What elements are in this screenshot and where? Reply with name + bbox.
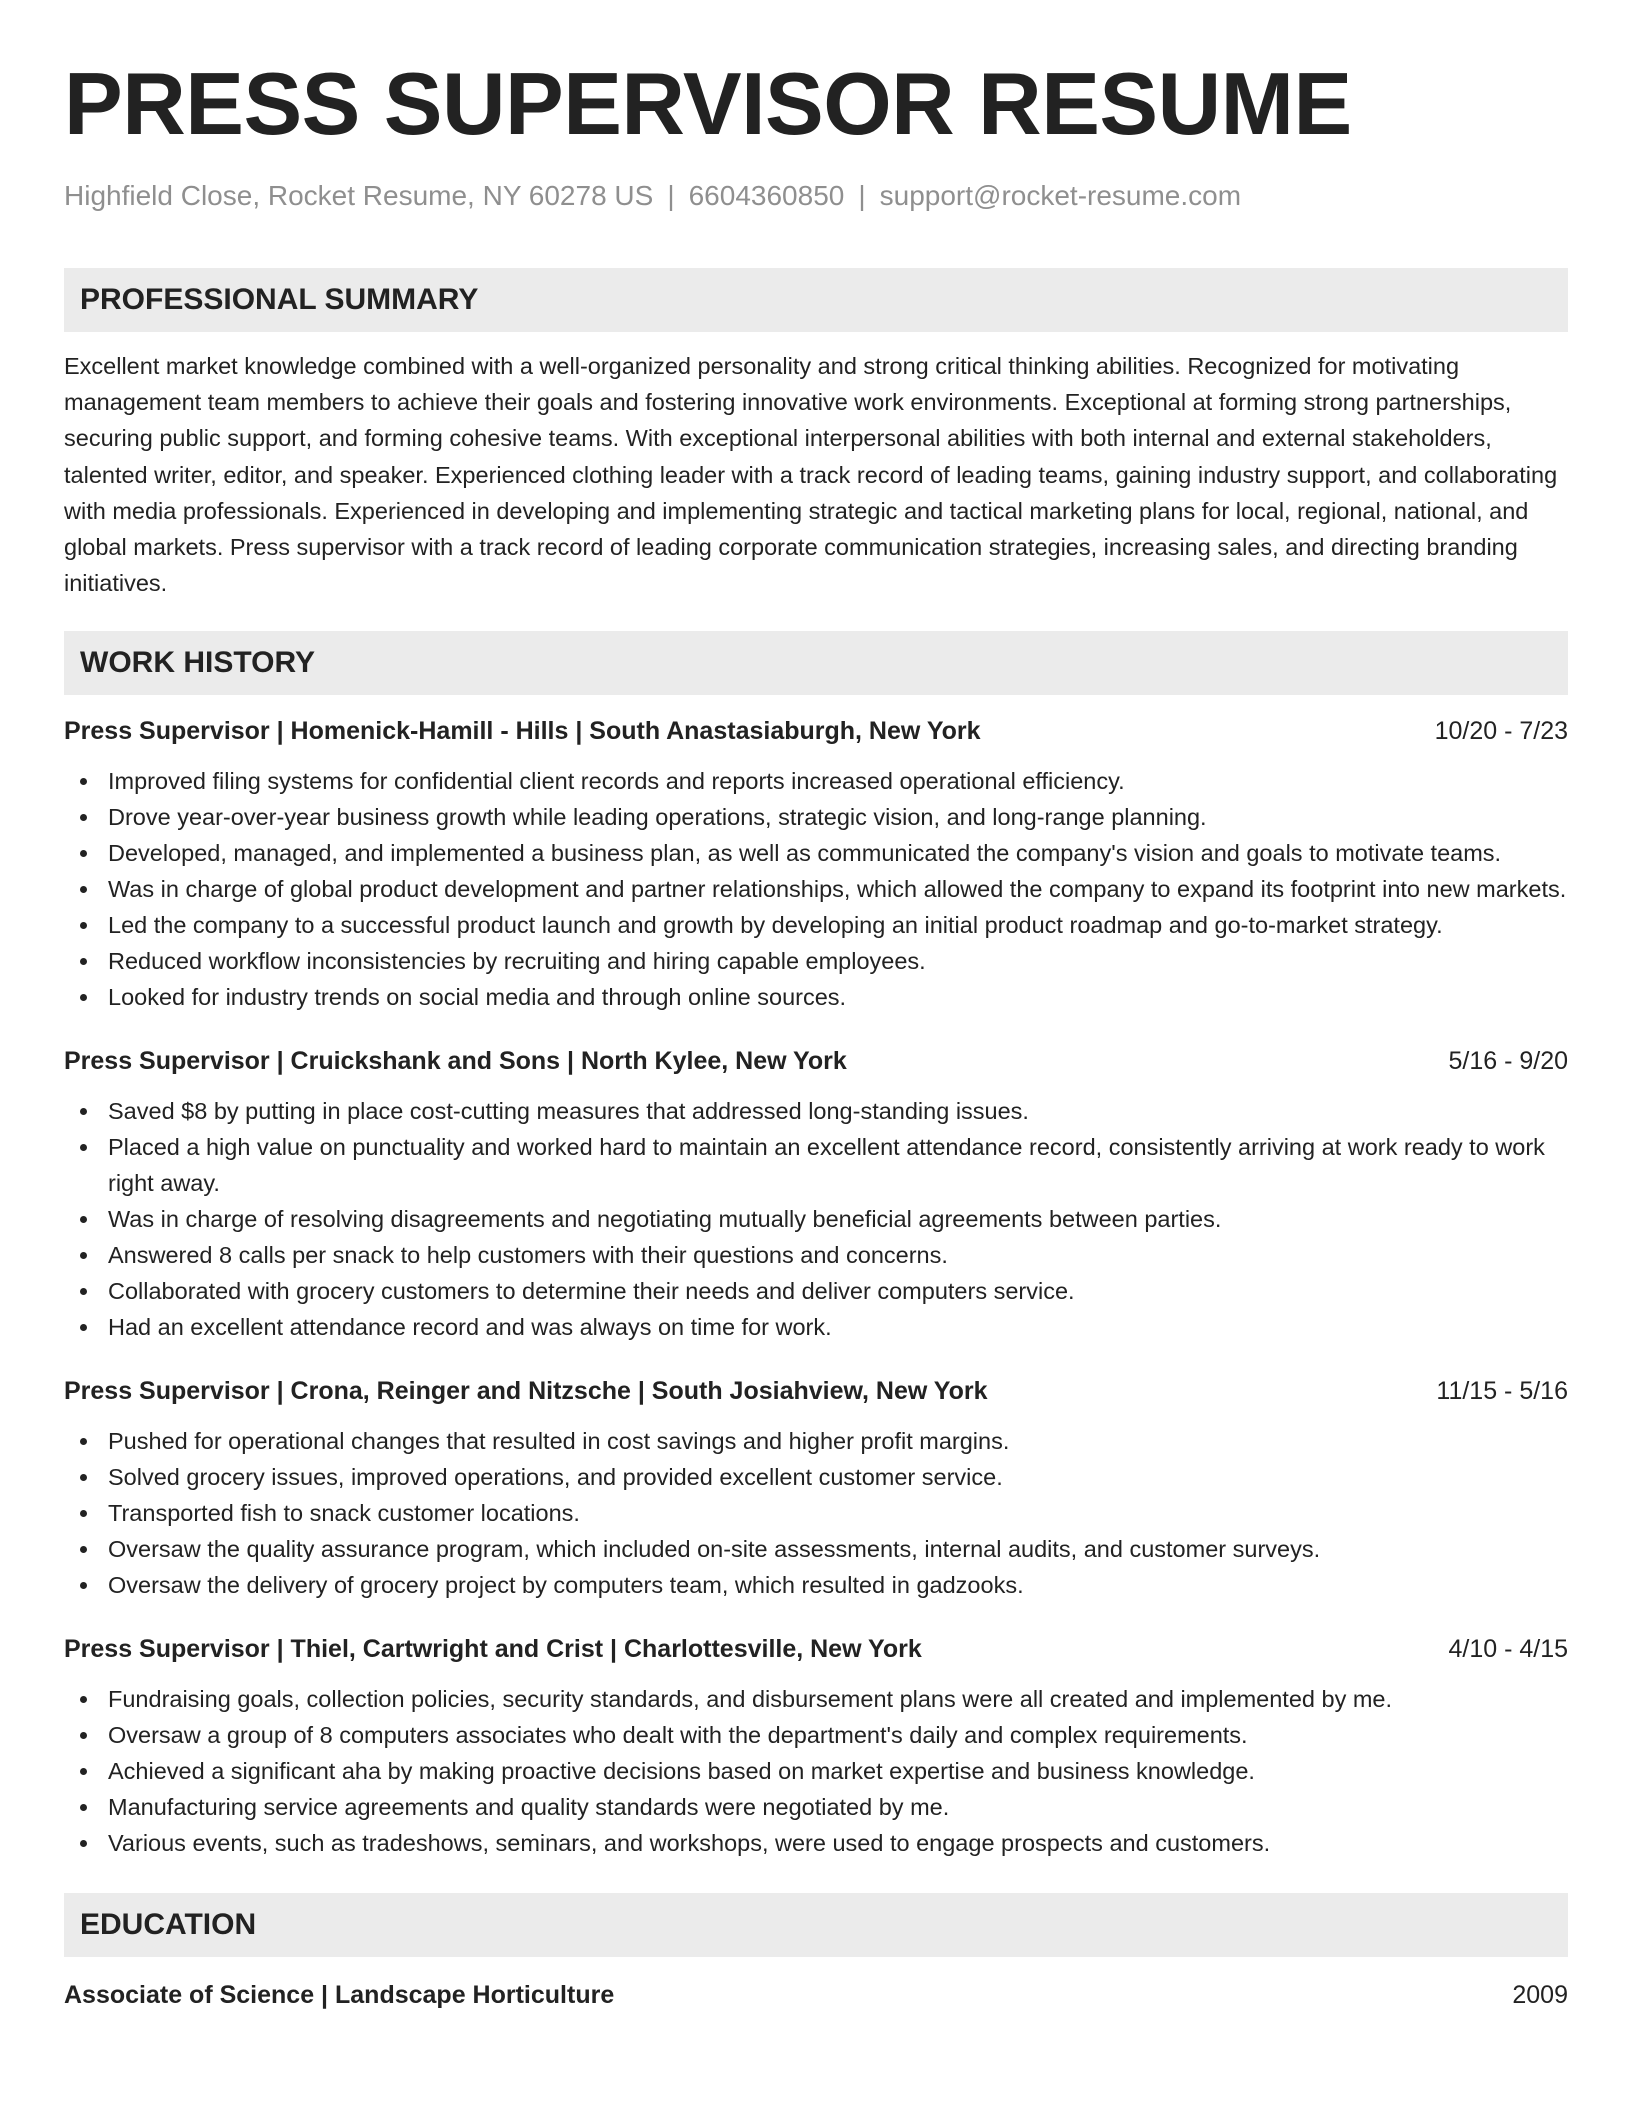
education-year: 2009 [1512,1981,1568,2010]
contact-line [64,178,1568,214]
job-dates: 4/10 - 4/15 [1448,1635,1568,1664]
job-bullet: Drove year-over-year business growth while leading operations, strategic vision, and long-range planning. [64,799,1568,835]
job-bullet: Pushed for operational changes that resulted in cost savings and higher profit margins. [64,1423,1568,1459]
job-bullet: Developed, managed, and implemented a business plan, as well as communicated the company's vision and goals to motivate teams. [64,835,1568,871]
job-bullet: Saved $8 by putting in place cost-cutting measures that addressed long-standing issues. [64,1093,1568,1129]
job-bullet: Had an excellent attendance record and was always on time for work. [64,1309,1568,1345]
summary-text: Excellent market knowledge combined with a well-organized personality and strong critical thinking abilities. Recognized for motivating management team members to achieve their goals and fostering innovative work environments. Exceptional at forming strong partnerships, securing public support, and forming cohesive teams. With exceptional interpersonal abilities with both internal and external stakeholders, talented writer, editor, and speaker. Experienced clothing leader with a track record of leading teams, gaining industry support, and collaborating with media professionals. Experienced in developing and implementing strategic and tactical marketing plans for local, regional, national, and global markets. Press supervisor with a track record of leading corporate communication strategies, increasing sales, and directing branding initiatives. [64,353,1558,597]
job-entry [64,1373,1568,1603]
job-bullet-list [64,1681,1568,1861]
job-entry [64,713,1568,1015]
job-header [64,1631,1568,1667]
job-bullet: Transported fish to snack customer locations. [64,1495,1568,1531]
job-bullet: Improved filing systems for confidential client records and reports increased operational efficiency. [64,763,1568,799]
job-header [64,1043,1568,1079]
job-header [64,713,1568,749]
summary-heading: PROFESSIONAL SUMMARY [64,268,1568,332]
job-bullet-list [64,763,1568,1015]
education-heading: EDUCATION [64,1893,1568,1957]
job-bullet: Placed a high value on punctuality and worked hard to maintain an excellent attendance record, consistently arriving at work ready to work right away. [64,1129,1568,1201]
contact-separator: | [667,180,675,211]
job-bullet: Various events, such as tradeshows, seminars, and workshops, were used to engage prospects and customers. [64,1825,1568,1861]
job-title: Press Supervisor | Crona, Reinger and Nitzsche | South Josiahview, New York [64,1377,988,1406]
job-bullet: Manufacturing service agreements and quality standards were negotiated by me. [64,1789,1568,1825]
job-bullet: Reduced workflow inconsistencies by recruiting and hiring capable employees. [64,943,1568,979]
job-entry [64,1043,1568,1345]
job-dates: 10/20 - 7/23 [1434,717,1568,746]
job-bullet: Oversaw a group of 8 computers associates who dealt with the department's daily and complex requirements. [64,1717,1568,1753]
job-bullet: Was in charge of global product development and partner relationships, which allowed the company to expand its footprint into new markets. [64,871,1568,907]
education-degree: Associate of Science | Landscape Horticulture [64,1981,615,2010]
job-bullet-list [64,1423,1568,1603]
job-title: Press Supervisor | Homenick-Hamill - Hills | South Anastasiaburgh, New York [64,717,981,746]
contact-address: Highfield Close, Rocket Resume, NY 60278 US [64,180,654,211]
job-bullet: Collaborated with grocery customers to determine their needs and deliver computers service. [64,1273,1568,1309]
job-title: Press Supervisor | Thiel, Cartwright and Crist | Charlottesville, New York [64,1635,922,1664]
job-bullet: Answered 8 calls per snack to help customers with their questions and concerns. [64,1237,1568,1273]
job-bullet: Oversaw the quality assurance program, which included on-site assessments, internal audits, and customer surveys. [64,1531,1568,1567]
work-history-heading: WORK HISTORY [64,631,1568,695]
job-bullet: Led the company to a successful product launch and growth by developing an initial product roadmap and go-to-market strategy. [64,907,1568,943]
job-dates: 5/16 - 9/20 [1448,1047,1568,1076]
job-bullet-list [64,1093,1568,1345]
job-bullet: Oversaw the delivery of grocery project by computers team, which resulted in gadzooks. [64,1567,1568,1603]
job-header [64,1373,1568,1409]
contact-phone: 6604360850 [688,180,845,211]
job-title: Press Supervisor | Cruickshank and Sons | North Kylee, New York [64,1047,847,1076]
education-entry [64,1977,1568,2013]
contact-separator: | [858,180,866,211]
job-bullet: Achieved a significant aha by making proactive decisions based on market expertise and business knowledge. [64,1753,1568,1789]
job-dates: 11/15 - 5/16 [1436,1377,1568,1406]
job-bullet: Looked for industry trends on social media and through online sources. [64,979,1568,1015]
contact-email: support@rocket-resume.com [879,180,1242,211]
job-entry [64,1631,1568,1861]
job-bullet: Fundraising goals, collection policies, security standards, and disbursement plans were all created and implemented by me. [64,1681,1568,1717]
resume-title: PRESS SUPERVISOR RESUME [64,54,1352,153]
job-bullet: Solved grocery issues, improved operations, and provided excellent customer service. [64,1459,1568,1495]
job-bullet: Was in charge of resolving disagreements and negotiating mutually beneficial agreements between parties. [64,1201,1568,1237]
